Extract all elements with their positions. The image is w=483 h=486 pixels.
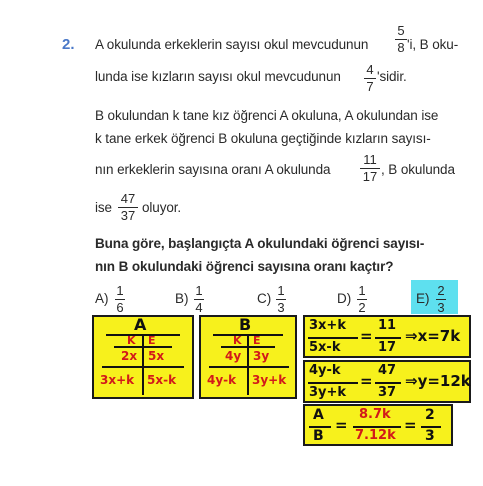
eq1-right-bar <box>375 337 401 339</box>
fraction-numerator: 1 <box>358 283 366 298</box>
fraction-denominator: 7 <box>366 79 374 94</box>
fraction-11-17 <box>360 153 380 184</box>
fraction-numerator: 1 <box>277 283 285 298</box>
option-c[interactable] <box>257 291 271 306</box>
option-label: C) <box>257 291 272 306</box>
eq3-equals-2: = <box>404 416 417 434</box>
question-line-6b: oluyor. <box>142 200 182 215</box>
table-b-cell: 4y <box>225 349 242 363</box>
eq3-equals: = <box>335 416 348 434</box>
question-line-3: B okulundan k tane kız öğrenci A okuluna, A okulundan ise <box>95 108 439 123</box>
eq2-right-denominator: 37 <box>378 385 397 400</box>
option-a[interactable] <box>95 291 109 306</box>
table-b-header-k: K <box>233 334 242 347</box>
fraction-denominator: 17 <box>362 169 378 184</box>
eq3-middle-numerator: 8.7k <box>359 407 391 422</box>
question-prompt-1: Buna göre, başlangıçta A okulundaki öğrenci sayısı- <box>95 236 425 251</box>
note-equation-3 <box>303 404 453 446</box>
option-d[interactable] <box>337 291 351 306</box>
table-b-title: B <box>239 315 252 334</box>
fraction-denominator: 8 <box>397 40 405 55</box>
fraction-4-7 <box>364 63 376 94</box>
fraction-47-37 <box>118 192 138 223</box>
fraction-5-8 <box>395 24 407 55</box>
eq1-left-bar <box>308 337 358 339</box>
table-a-header-k: K <box>127 334 136 347</box>
eq1-left-numerator: 3x+k <box>309 318 346 333</box>
eq2-result: ⇒y=12k <box>405 372 471 390</box>
eq1-left-denominator: 5x-k <box>309 340 341 355</box>
table-b-cell: 4y-k <box>207 373 237 387</box>
option-b[interactable] <box>175 291 189 306</box>
option-e[interactable] <box>416 291 430 306</box>
option-label: D) <box>337 291 352 306</box>
note-equation-2 <box>303 360 471 403</box>
question-prompt-2: nın B okulundaki öğrenci sayısına oranı kaçtır? <box>95 259 394 274</box>
eq1-equals: = <box>360 327 373 345</box>
question-line-4: k tane erkek öğrenci B okuluna geçtiğinde kızların sayısı- <box>95 131 431 146</box>
eq2-left-denominator: 3y+k <box>309 385 347 400</box>
question-line-6a: ise <box>95 200 112 215</box>
table-a-cell: 5x <box>148 349 165 363</box>
question-number: 2. <box>62 36 75 53</box>
question-line-5b: , B okulunda <box>381 162 455 177</box>
option-a-fraction <box>115 284 125 315</box>
option-b-fraction <box>194 284 204 315</box>
eq3-right-denominator: 3 <box>425 428 435 444</box>
fraction-numerator: 5 <box>397 23 405 38</box>
table-b-header-e: E <box>253 334 261 347</box>
eq2-left-bar <box>308 382 358 384</box>
option-label: B) <box>175 291 189 306</box>
question-line-2b: 'sidir. <box>377 69 407 84</box>
question-line-1b: 'i, B oku- <box>407 37 459 52</box>
note-table-b <box>199 315 297 399</box>
table-a-title: A <box>134 315 147 334</box>
table-a-cell: 3x+k <box>100 373 135 387</box>
option-e-fraction <box>436 284 446 315</box>
table-a-cell: 5x-k <box>147 373 177 387</box>
eq3-left-numerator: A <box>313 407 324 423</box>
eq1-result: ⇒x=7k <box>405 327 461 345</box>
option-c-fraction <box>276 284 286 315</box>
eq2-right-bar <box>375 382 401 384</box>
note-equation-1 <box>303 315 471 358</box>
table-b-cell: 3y <box>253 349 270 363</box>
fraction-numerator: 1 <box>116 283 124 298</box>
fraction-numerator: 2 <box>437 283 445 298</box>
fraction-numerator: 4 <box>366 62 374 77</box>
fraction-denominator: 4 <box>195 300 203 315</box>
eq3-left-denominator: B <box>313 428 324 444</box>
fraction-denominator: 2 <box>358 300 366 315</box>
note-table-a <box>92 315 194 399</box>
table-b-cell: 3y+k <box>252 373 287 387</box>
option-d-fraction <box>357 284 367 315</box>
eq2-left-numerator: 4y-k <box>309 363 341 378</box>
option-label: E) <box>416 291 430 306</box>
fraction-numerator: 47 <box>120 191 136 206</box>
eq1-right-denominator: 17 <box>378 340 397 355</box>
fraction-denominator: 3 <box>277 300 285 315</box>
eq1-right-numerator: 11 <box>378 318 397 333</box>
eq3-middle-denominator: 7.12k <box>355 428 396 443</box>
eq3-right-numerator: 2 <box>425 407 435 423</box>
table-a-cell: 2x <box>121 349 138 363</box>
option-label: A) <box>95 291 109 306</box>
fraction-denominator: 37 <box>120 208 136 223</box>
question-line-1a: A okulunda erkeklerin sayısı okul mevcudunun <box>95 37 369 52</box>
eq2-equals: = <box>360 372 373 390</box>
fraction-denominator: 3 <box>437 300 445 315</box>
fraction-numerator: 1 <box>195 283 203 298</box>
question-line-5a: nın erkeklerin sayısına oranı A okulunda <box>95 162 331 177</box>
table-a-header-e: E <box>148 334 156 347</box>
fraction-denominator: 6 <box>116 300 124 315</box>
eq2-right-numerator: 47 <box>378 363 397 378</box>
question-line-2a: lunda ise kızların sayısı okul mevcudunun <box>95 69 341 84</box>
fraction-numerator: 11 <box>363 152 377 167</box>
